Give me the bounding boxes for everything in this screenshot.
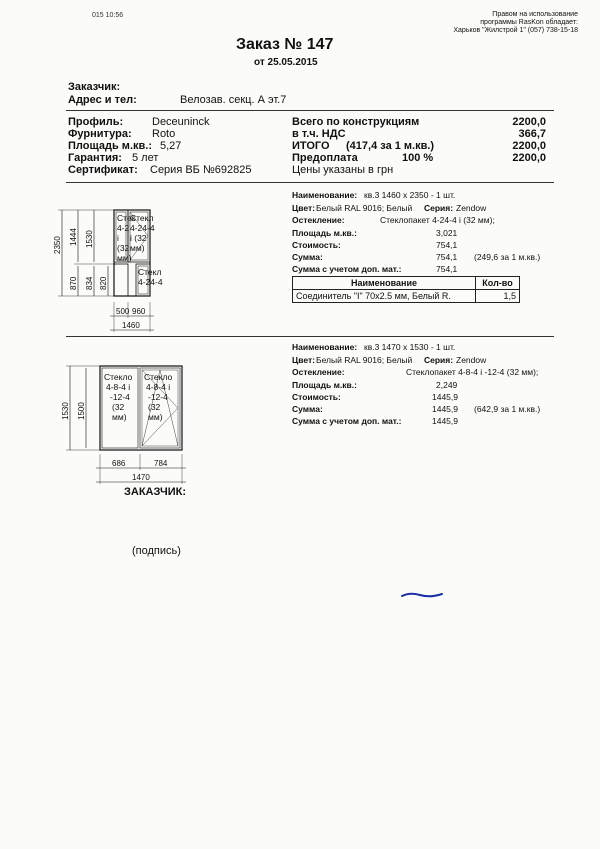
item2-name-value: кв.3 1470 x 1530 - 1 шт. — [364, 342, 456, 352]
glass-label: мм) — [148, 412, 163, 422]
dim-lower-inner-1: 834 — [85, 276, 94, 290]
hardware-value: Roto — [152, 128, 176, 140]
prepay-value: 2200,0 — [512, 152, 546, 164]
glass-label: мм) — [117, 253, 132, 263]
glass-label: -12-4 — [148, 392, 168, 402]
item2-glazing-label: Остекление: — [292, 367, 345, 377]
item2-name-label: Наименование: — [292, 342, 358, 352]
item2-cost-value: 1445,9 — [432, 392, 458, 402]
divider — [66, 336, 554, 337]
item2-sum-note: (642,9 за 1 м.кв.) — [474, 404, 541, 414]
dim-total-height: 2350 — [53, 236, 62, 254]
glass-label: 4-8-4 i — [106, 382, 131, 392]
glass-label: i — [117, 233, 119, 243]
item1-sum-extra-value: 754,1 — [436, 264, 458, 274]
item2-sum-extra-label: Сумма с учетом доп. мат.: — [292, 416, 402, 426]
dim-left-width: 500 — [116, 307, 130, 316]
profile-label: Профиль: — [68, 116, 124, 128]
address-label: Адрес и тел: — [68, 94, 137, 106]
glass-label: мм) — [130, 243, 145, 253]
glass-label: (32 — [117, 243, 130, 253]
pen-mark — [400, 590, 444, 600]
item1-color-value: Белый RAL 9016; Белый — [316, 203, 413, 213]
dim-right-width: 960 — [132, 307, 146, 316]
dim-upper-height: 1444 — [69, 228, 78, 246]
table-header-row — [293, 277, 520, 290]
item1-name-value: кв.3 1460 x 2350 - 1 шт. — [364, 190, 456, 200]
warranty-label: Гарантия: — [68, 152, 122, 164]
glass-label: Стекло — [144, 372, 173, 382]
item2-series-label: Серия: — [424, 355, 454, 365]
table-header: Наименование — [293, 277, 476, 290]
order-date: от 25.05.2015 — [254, 57, 318, 68]
address-value: Велозав. секц. А эт.7 — [180, 94, 287, 106]
item2-glazing-value: Стеклопакет 4-8-4 i -12-4 (32 мм); — [406, 367, 539, 377]
rights-line-2: программы RasKon обладает: — [480, 19, 578, 26]
item1-glazing-value: Стеклопакет 4-24-4 i (32 мм); — [380, 215, 495, 225]
dim-left-width: 686 — [112, 459, 126, 468]
certificate-label: Сертификат: — [68, 164, 138, 176]
glass-label: мм) — [112, 412, 127, 422]
item1-sum-extra-label: Сумма с учетом доп. мат.: — [292, 264, 402, 274]
item2-area-label: Площадь м.кв.: — [292, 380, 357, 390]
item1-color-label: Цвет: — [292, 203, 315, 213]
window-drawing-1 — [50, 196, 190, 336]
vat-value: 366,7 — [518, 128, 546, 140]
certificate-value: Серия ВБ №692825 — [150, 164, 252, 176]
item1-cost-label: Стоимость: — [292, 240, 341, 250]
customer-sign-label: ЗАКАЗЧИК: — [124, 486, 186, 498]
divider — [66, 182, 554, 183]
total-constr-value: 2200,0 — [512, 116, 546, 128]
item1-sum-note: (249,6 за 1 м.кв.) — [474, 252, 541, 262]
table-cell: Соединитель "I" 70x2.5 мм, Белый R. — [293, 290, 476, 303]
area-value: 5,27 — [160, 140, 182, 152]
customer-label: Заказчик: — [68, 81, 121, 93]
profile-value: Deceuninck — [152, 116, 210, 128]
glass-label: Стекл — [130, 213, 154, 223]
dim-total-width: 1470 — [132, 473, 150, 482]
glass-label: Стекл — [138, 267, 162, 277]
print-time: 015 10:56 — [92, 12, 124, 19]
signature-label: (подпись) — [132, 545, 181, 557]
item2-series-value: Zendow — [456, 355, 487, 365]
item1-area-value: 3,021 — [436, 228, 458, 238]
item2-cost-label: Стоимость: — [292, 392, 341, 402]
item1-glazing-label: Остекление: — [292, 215, 345, 225]
glass-label: -12-4 — [110, 392, 130, 402]
item2-color-label: Цвет: — [292, 355, 315, 365]
warranty-value: 5 лет — [132, 152, 159, 164]
item1-name-label: Наименование: — [292, 190, 358, 200]
order-title: Заказ № 147 — [236, 36, 334, 53]
glass-label: (32 — [148, 402, 161, 412]
prepay-label: Предоплата — [292, 152, 358, 164]
glass-label: 4-2 — [117, 223, 130, 233]
total-value: 2200,0 — [512, 140, 546, 152]
dim-lower-height: 870 — [69, 276, 78, 290]
table-row — [293, 290, 520, 303]
divider — [66, 110, 554, 111]
dim-lower-inner-2: 820 — [99, 276, 108, 290]
dim-right-width: 784 — [154, 459, 168, 468]
total-constr-label: Всего по конструкциям — [292, 116, 420, 128]
item1-series-value: Zendow — [456, 203, 487, 213]
rights-line-3: Харьков "Жилстрой 1" (057) 738-15-18 — [453, 27, 578, 34]
prepay-percent: 100 % — [402, 152, 434, 164]
glass-label: 4-24-4 — [138, 277, 163, 287]
hardware-label: Фурнитура: — [68, 128, 132, 140]
rights-line-1: Правом на использование — [492, 11, 578, 18]
dim-inner-height: 1500 — [77, 402, 86, 420]
glass-label: Стекло — [104, 372, 133, 382]
item1-cost-value: 754,1 — [436, 240, 458, 250]
area-label: Площадь м.кв.: — [68, 140, 152, 152]
glass-label: (32 — [112, 402, 125, 412]
item1-sum-value: 754,1 — [436, 252, 458, 262]
item1-area-label: Площадь м.кв.: — [292, 228, 357, 238]
item2-color-value: Белый RAL 9016; Белый — [316, 355, 413, 365]
item2-area-value: 2,249 — [436, 380, 458, 390]
dim-upper-inner: 1530 — [85, 230, 94, 248]
item1-sum-label: Сумма: — [292, 252, 323, 262]
table-header: Кол-во — [476, 277, 520, 290]
dim-total-width: 1460 — [122, 321, 140, 330]
glass-label: 4-8-4 i — [146, 382, 171, 392]
item1-series-label: Серия: — [424, 203, 454, 213]
glass-label: 4-24-4 — [130, 223, 155, 233]
glass-label: Стек — [117, 213, 136, 223]
dim-total-height: 1530 — [61, 402, 70, 420]
item2-sum-extra-value: 1445,9 — [432, 416, 458, 426]
vat-label: в т.ч. НДС — [292, 128, 346, 140]
total-note: (417,4 за 1 м.кв.) — [346, 140, 435, 152]
item2-sum-value: 1445,9 — [432, 404, 458, 414]
glass-label: i (32 — [130, 233, 147, 243]
materials-table — [292, 276, 520, 303]
item2-sum-label: Сумма: — [292, 404, 323, 414]
currency-note: Цены указаны в грн — [292, 164, 394, 176]
table-cell: 1,5 — [476, 290, 520, 303]
total-label: ИТОГО — [292, 140, 330, 152]
window-drawing-2 — [54, 360, 194, 490]
